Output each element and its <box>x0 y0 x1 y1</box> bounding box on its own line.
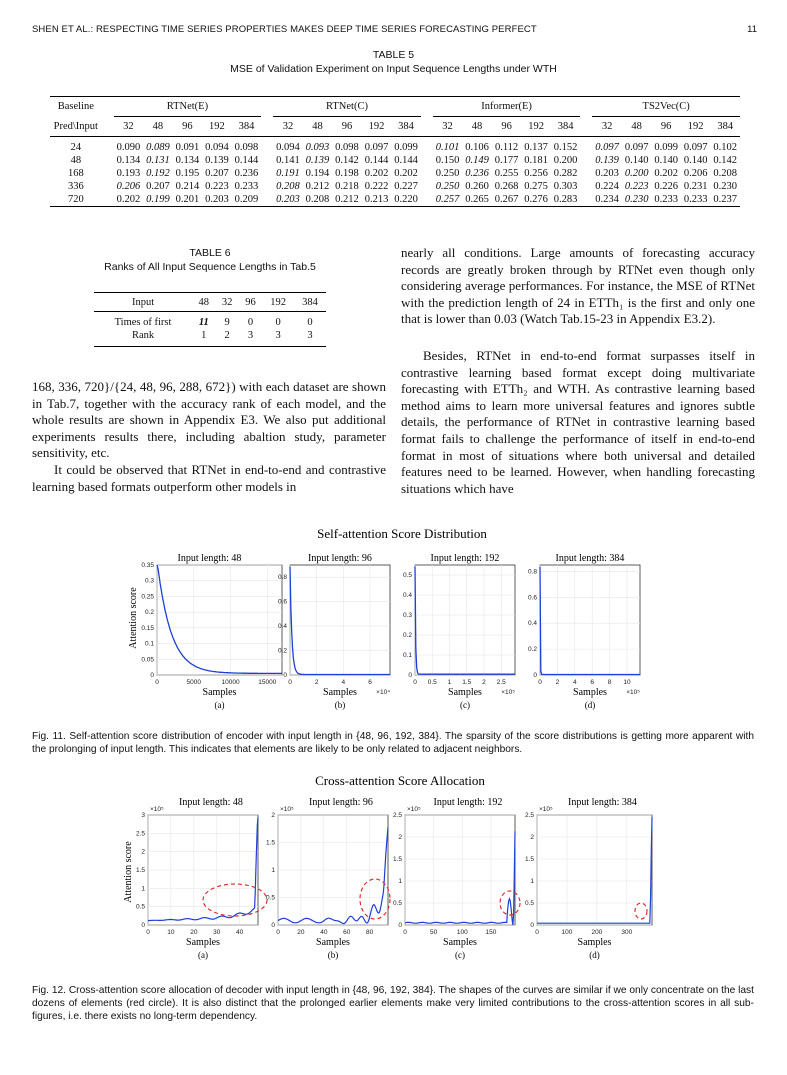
y-tick-label: 2 <box>271 812 275 819</box>
panel-letter: (a) <box>198 950 208 960</box>
table5-label: TABLE 5 <box>372 49 415 61</box>
table5 <box>50 96 740 207</box>
x-tick-label: 0 <box>535 929 539 936</box>
y-tick-label: 2 <box>141 848 145 856</box>
table5-cell: 0.102 <box>713 142 738 153</box>
y-tick-label: 2 <box>530 834 534 841</box>
table5-cell: 0.256 <box>524 168 548 179</box>
panel-letter: (d) <box>589 950 600 960</box>
table5-cell: 0.218 <box>335 181 359 192</box>
table5-cell: 0.140 <box>654 155 678 166</box>
table5-pred: 336 <box>67 181 84 192</box>
table5-cell: 0.255 <box>494 168 519 179</box>
table5-cell: 0.191 <box>276 168 300 179</box>
y-tick-label: 0 <box>150 672 154 679</box>
y-tick-label: 0.4 <box>402 592 412 599</box>
x-tick-label: 2.5 <box>496 679 506 686</box>
table5-cell: 0.250 <box>435 168 460 179</box>
x-tick-label: 10000 <box>221 679 240 686</box>
plot-frame <box>157 565 282 675</box>
x-tick-label: 5000 <box>186 679 201 686</box>
x-axis-label: Samples <box>323 687 357 698</box>
y-tick-label: 1 <box>530 878 534 885</box>
table5-input-header: 384 <box>238 121 255 132</box>
figure-12 <box>0 770 787 970</box>
y-exponent: ×10⁵ <box>407 806 421 813</box>
table5-cell: 0.089 <box>146 142 170 153</box>
y-tick-label: 0.6 <box>527 594 537 602</box>
table5-cell: 0.142 <box>335 155 359 166</box>
y-tick-label: 1.5 <box>265 839 275 847</box>
y-tick-label: 1 <box>398 878 402 885</box>
table5-group: TS2Vec(C) <box>592 97 740 117</box>
table5-cell: 0.237 <box>713 194 738 205</box>
y-tick-label: 0.5 <box>135 903 145 911</box>
y-tick-label: 0 <box>530 922 534 929</box>
fig12-panel <box>136 797 267 960</box>
x-tick-label: 4 <box>572 679 577 686</box>
x-exponent: ×10⁵ <box>626 689 640 696</box>
y-tick-label: 1.5 <box>392 856 402 863</box>
left-paragraph-2: It could be observed that RTNet in end-to-end and contrastive learning based formats outperform other models in <box>32 462 386 494</box>
table5-input-header: 96 <box>182 121 193 132</box>
panel-letter: (b) <box>327 950 339 960</box>
x-axis-label: Samples <box>202 687 237 698</box>
table5-cell: 0.134 <box>175 155 200 166</box>
table5-cell: 0.212 <box>335 194 359 205</box>
table5-cell: 0.195 <box>175 168 200 179</box>
table5-cell: 0.212 <box>305 181 330 192</box>
table5-cell: 0.236 <box>465 168 489 179</box>
x-tick-label: 30 <box>213 929 221 936</box>
table5-input-header: 192 <box>528 121 544 132</box>
table5-cell: 0.112 <box>494 142 519 153</box>
y-tick-label: 0.4 <box>527 620 537 628</box>
table5-cell: 0.199 <box>146 194 170 205</box>
table5-cell: 0.207 <box>205 168 229 179</box>
plot-frame <box>415 565 515 675</box>
fig11-panel <box>278 553 390 710</box>
table5-cell: 0.177 <box>494 155 519 166</box>
table5-input-header: 96 <box>341 121 353 132</box>
table5-cell: 0.144 <box>394 155 418 166</box>
x-tick-label: 150 <box>485 929 497 936</box>
y-tick-label: 2.5 <box>135 830 145 838</box>
x-tick-label: 0 <box>413 679 417 686</box>
table5-input-header: 32 <box>442 121 453 132</box>
y-tick-label: 0.25 <box>141 593 154 601</box>
x-tick-label: 0 <box>288 679 292 686</box>
table5-cell: 0.233 <box>654 194 678 205</box>
x-tick-label: 100 <box>561 929 573 936</box>
table5-cell: 0.142 <box>713 155 738 166</box>
table6-cell: 0 <box>247 317 254 328</box>
table5-cell: 0.093 <box>305 142 330 153</box>
table5-cell: 0.202 <box>654 168 678 179</box>
x-tick-label: 40 <box>236 929 244 936</box>
x-axis-label: Samples <box>316 937 350 948</box>
y-tick-label: 0.5 <box>392 900 402 907</box>
plot-frame <box>290 565 390 675</box>
x-tick-label: 0 <box>276 929 280 936</box>
table6-label: TABLE 6 <box>189 247 231 259</box>
panel-letter: (c) <box>455 950 465 960</box>
y-tick-label: 0 <box>141 922 145 929</box>
table5-input-header: 192 <box>368 121 385 132</box>
y-exponent: ×10⁵ <box>150 806 164 813</box>
fig12-panel <box>525 797 652 960</box>
table5-input-header: 384 <box>398 121 414 132</box>
table5-input-header: 192 <box>687 121 704 132</box>
x-tick-label: 60 <box>343 929 351 936</box>
x-tick-label: 20 <box>190 929 198 936</box>
y-tick-label: 0.15 <box>141 624 154 632</box>
x-tick-label: 0 <box>538 679 542 686</box>
y-tick-label: 0.5 <box>524 900 534 907</box>
fig12-title: Cross-attention Score Allocation <box>315 773 485 788</box>
table5-cell: 0.214 <box>175 181 200 192</box>
table5-cell: 0.193 <box>116 168 141 179</box>
table5-cell: 0.091 <box>175 142 200 153</box>
table5-cell: 0.208 <box>305 194 330 205</box>
table6-row-label: Times of first <box>114 317 172 328</box>
table5-pred: 168 <box>67 168 84 179</box>
table5-cell: 0.141 <box>276 155 300 166</box>
table5-cell: 0.222 <box>364 181 389 192</box>
panel-letter: (a) <box>214 700 225 710</box>
table5-cell: 0.233 <box>234 181 259 192</box>
table6-cell: 1 <box>201 330 207 341</box>
table5-cell: 0.131 <box>146 155 170 166</box>
x-tick-label: 2 <box>555 679 560 686</box>
fig12-panel <box>393 797 520 960</box>
x-tick-label: 6 <box>590 679 594 686</box>
y-tick-label: 0.1 <box>144 640 154 648</box>
table5-cell: 0.194 <box>305 168 330 179</box>
x-tick-label: 20 <box>297 929 305 936</box>
left-paragraph-1: 168, 336, 720}/{24, 48, 96, 288, 672}) with each dataset are shown in Tab.7, together with the accuracy rank of each model, and the whole results are shown in Appendix E3. We also put additional experiments results there, including abaltion study, parameter sensitivity, etc. <box>32 379 386 461</box>
x-tick-label: 6 <box>368 679 372 686</box>
page-number: 11 <box>747 24 757 35</box>
y-tick-label: 2.5 <box>392 812 402 819</box>
table5-cell: 0.268 <box>494 181 519 192</box>
y-tick-label: 0.4 <box>277 623 287 631</box>
table5-pred: 24 <box>70 142 82 153</box>
table5-cell: 0.192 <box>146 168 170 179</box>
panel-title: Input length: 48 <box>179 797 243 808</box>
table5-input-header: 32 <box>282 121 294 132</box>
x-tick-label: 100 <box>456 929 468 936</box>
table5-input-header: 192 <box>209 121 225 132</box>
fig11-panel <box>403 553 515 710</box>
table5-cell: 0.224 <box>595 181 619 192</box>
table5-cell: 0.200 <box>624 168 649 179</box>
table5-input-header: 48 <box>152 121 164 132</box>
x-axis-label: Samples <box>186 937 220 948</box>
x-tick-label: 0 <box>146 929 150 936</box>
x-tick-label: 0 <box>155 679 159 686</box>
table5-cell: 0.275 <box>524 181 548 192</box>
table6-cell: 9 <box>224 317 230 328</box>
table6-row-label: Rank <box>131 330 155 341</box>
y-exponent: ×10⁵ <box>280 806 294 813</box>
table5-input-header: 48 <box>631 121 642 132</box>
x-tick-label: 1 <box>447 679 452 686</box>
table5-input-header: 384 <box>717 121 734 132</box>
fig11-panel <box>141 553 282 710</box>
fig11-panel <box>528 553 640 710</box>
y-tick-label: 1.5 <box>135 867 145 874</box>
y-tick-label: 0 <box>271 922 275 929</box>
table5-cell: 0.276 <box>524 194 548 205</box>
y-tick-label: 3 <box>141 812 145 819</box>
x-tick-label: 1.5 <box>462 679 472 686</box>
x-axis-label: Samples <box>448 687 482 698</box>
table5-cell: 0.098 <box>335 142 359 153</box>
table5-cell: 0.097 <box>595 142 619 153</box>
table5-cell: 0.227 <box>394 181 418 192</box>
y-tick-label: 0.3 <box>144 577 154 585</box>
table5-group: Informer(E) <box>433 97 581 117</box>
table6-cell: 0 <box>275 317 281 328</box>
table5-cell: 0.203 <box>205 194 229 205</box>
x-axis-label: Samples <box>577 937 612 948</box>
table6-header: 48 <box>198 296 210 308</box>
x-tick-label: 300 <box>621 929 633 936</box>
y-tick-label: 0.35 <box>141 562 154 569</box>
fig12-panel <box>266 797 390 960</box>
table5-input-header: 48 <box>312 121 323 132</box>
y-tick-label: 0.2 <box>144 609 154 617</box>
table5-cell: 0.208 <box>713 168 738 179</box>
table5-corner-bottom: Pred\Input <box>53 120 98 132</box>
x-exponent: ×10⁵ <box>501 689 515 696</box>
table5-cell: 0.201 <box>175 194 200 205</box>
table5-cell: 0.198 <box>335 168 359 179</box>
x-tick-label: 10 <box>623 679 631 686</box>
table6-cell: 3 <box>307 330 313 341</box>
table5-cell: 0.265 <box>465 194 489 205</box>
y-tick-label: 2 <box>398 834 402 841</box>
table5-cell: 0.207 <box>146 181 170 192</box>
table5-cell: 0.206 <box>116 181 141 192</box>
y-tick-label: 0 <box>533 672 537 679</box>
table5-cell: 0.209 <box>234 194 259 205</box>
table5-cell: 0.106 <box>465 142 489 153</box>
table5-cell: 0.233 <box>683 194 708 205</box>
plot-frame <box>540 565 640 675</box>
table5-cell: 0.220 <box>394 194 418 205</box>
table6-header: 96 <box>245 296 256 308</box>
table5-cell: 0.139 <box>205 155 229 166</box>
table5-cell: 0.202 <box>394 168 418 179</box>
panel-title: Input length: 192 <box>433 797 503 808</box>
table5-cell: 0.140 <box>683 155 708 166</box>
plot-frame <box>405 815 515 925</box>
x-tick-label: 10 <box>167 929 175 936</box>
table5-cell: 0.231 <box>683 181 708 192</box>
x-tick-label: 50 <box>430 929 438 936</box>
table5-cell: 0.213 <box>364 194 389 205</box>
right-paragraph-2: Besides, RTNet in end-to-end format surpasses itself in contrastive learning based format except doing multivariate forecasting with ETTh₂ and WTH. As contrastive learning based method aims to learn more universal features and ignores subtle details, the performance of RTNet in contrastive learning based format fails to challenge the performance of itself in end-to-end format in most of situations where both universal and detailed features need to be learned. However, when handling forecasting situations which have <box>401 348 755 496</box>
x-axis-label: Samples <box>443 937 477 948</box>
panel-letter: (d) <box>584 700 596 710</box>
x-tick-label: 0 <box>403 929 407 936</box>
x-tick-label: 8 <box>607 679 612 686</box>
table6-caption: Ranks of All Input Sequence Lengths in Tab.5 <box>104 261 316 273</box>
table5-cell: 0.149 <box>465 155 489 166</box>
x-tick-label: 80 <box>366 929 374 936</box>
y-tick-label: 0.8 <box>277 574 287 582</box>
table5-cell: 0.236 <box>234 168 259 179</box>
table6-header: 384 <box>302 296 318 308</box>
x-tick-label: 40 <box>320 929 328 936</box>
y-tick-label: 0.1 <box>402 652 412 659</box>
table5-cell: 0.282 <box>553 168 578 179</box>
y-tick-label: 0.2 <box>277 647 287 655</box>
table5-input-header: 32 <box>123 121 134 132</box>
table6-cell: 11 <box>198 317 209 328</box>
table5-cell: 0.150 <box>435 155 460 166</box>
table5-cell: 0.098 <box>234 142 259 153</box>
fig11-title: Self-attention Score Distribution <box>317 526 487 541</box>
table5-cell: 0.230 <box>624 194 649 205</box>
table5-cell: 0.137 <box>524 142 548 153</box>
table5-cell: 0.134 <box>116 155 141 166</box>
y-exponent: ×10⁵ <box>539 806 553 813</box>
table6-header: 192 <box>270 296 287 308</box>
y-tick-label: 0 <box>398 922 402 929</box>
table5-cell: 0.203 <box>276 194 300 205</box>
table6-header: 32 <box>221 296 233 308</box>
table5-cell: 0.234 <box>595 194 619 205</box>
y-tick-label: 0.3 <box>402 612 412 619</box>
x-tick-label: 15000 <box>258 679 277 686</box>
table5-pred: 48 <box>70 155 82 166</box>
x-tick-label: 2 <box>314 679 319 686</box>
table5-input-header: 48 <box>471 121 483 132</box>
table5-pred: 720 <box>67 194 84 205</box>
table5-cell: 0.230 <box>713 181 738 192</box>
y-tick-label: 1 <box>271 867 275 874</box>
table5-cell: 0.202 <box>364 168 389 179</box>
panel-title: Input length: 384 <box>555 553 625 564</box>
table5-cell: 0.208 <box>276 181 300 192</box>
table5-input-header: 32 <box>601 121 613 132</box>
table5-cell: 0.223 <box>624 181 649 192</box>
table5-cell: 0.152 <box>553 142 578 153</box>
table6 <box>94 292 326 347</box>
table5-cell: 0.257 <box>435 194 460 205</box>
panel-title: Input length: 192 <box>430 553 500 564</box>
x-axis-label: Samples <box>573 687 607 698</box>
table5-cell: 0.144 <box>234 155 259 166</box>
figure-11 <box>0 520 787 720</box>
panel-letter: (b) <box>334 700 346 710</box>
x-tick-label: 0.5 <box>427 679 437 686</box>
y-tick-label: 0.2 <box>527 646 537 654</box>
right-paragraph-1: nearly all conditions. Large amounts of forecasting accuracy records are greatly broken through by RTNet even though only considering average performances. For instance, the MSE of RTNet with the prediction length of 24 in ETTh₁ is the first and only one that is lower than 0.03 (Watch Tab.15-23 in Appendix E3.2). <box>401 245 755 327</box>
table5-caption: MSE of Validation Experiment on Input Sequence Lengths under WTH <box>230 63 557 75</box>
table5-group: RTNet(E) <box>114 97 262 117</box>
table5-cell: 0.203 <box>595 168 619 179</box>
x-tick-label: 200 <box>591 929 603 936</box>
fig12-ylabel: Attention score <box>123 841 134 903</box>
y-tick-label: 0 <box>283 672 287 679</box>
table5-cell: 0.303 <box>553 181 578 192</box>
table5-cell: 0.094 <box>276 142 300 153</box>
panel-title: Input length: 96 <box>308 553 372 564</box>
table5-input-header: 384 <box>557 121 574 132</box>
table6-cell: 2 <box>224 330 230 341</box>
fig11-caption: Fig. 11. Self-attention score distribution of encoder with input length in {48, 96, 192, 384}. The sparsity of the score distributions is getting more apparent with the prolonging of input length. This indicates that elements are likely to be only related to adjacent neighbors. <box>32 731 754 755</box>
panel-title: Input length: 48 <box>177 553 242 564</box>
fig11-ylabel: Attention score <box>128 587 139 649</box>
y-tick-label: 0.2 <box>402 632 412 639</box>
y-tick-label: 0.6 <box>277 598 287 606</box>
table5-input-header: 96 <box>660 121 672 132</box>
table5-cell: 0.139 <box>305 155 330 166</box>
table5-cell: 0.094 <box>205 142 229 153</box>
table5-cell: 0.283 <box>553 194 578 205</box>
y-tick-label: 1 <box>141 885 145 893</box>
table5-cell: 0.140 <box>624 155 649 166</box>
table5-cell: 0.223 <box>205 181 229 192</box>
table5-cell: 0.206 <box>683 168 708 179</box>
table5-cell: 0.200 <box>553 155 578 166</box>
table5-cell: 0.202 <box>116 194 141 205</box>
table5-cell: 0.181 <box>524 155 548 166</box>
table5-cell: 0.097 <box>683 142 708 153</box>
y-tick-label: 0 <box>408 672 412 679</box>
panel-title: Input length: 384 <box>568 797 637 808</box>
y-tick-label: 0.8 <box>527 568 537 576</box>
x-exponent: ×10⁴ <box>376 689 390 696</box>
y-tick-label: 1.5 <box>524 856 534 863</box>
y-tick-label: 0.5 <box>402 572 412 579</box>
fig12-caption: Fig. 12. Cross-attention score allocation of decoder with input length in {48, 96, 192, 384}. The shapes of the curves are similar if we only concentrate on the last dozens of elements (red circle). It is also distinct that the prolonged earlier elements make very limited contributions to the cross-attention scores in all sub-figures, i.e. there exists no long-term dependency. <box>32 985 754 1022</box>
table5-cell: 0.101 <box>435 142 460 153</box>
x-tick-label: 2 <box>482 679 486 686</box>
table6-cell: 3 <box>247 330 254 341</box>
table5-cell: 0.090 <box>116 142 141 153</box>
table5-cell: 0.250 <box>435 181 460 192</box>
table5-cell: 0.260 <box>465 181 489 192</box>
table5-cell: 0.097 <box>364 142 389 153</box>
table5-cell: 0.144 <box>364 155 389 166</box>
panel-letter: (c) <box>460 700 470 710</box>
y-tick-label: 2.5 <box>524 812 534 819</box>
table5-cell: 0.099 <box>654 142 678 153</box>
table6-header: Input <box>131 296 155 308</box>
table5-cell: 0.139 <box>595 155 619 166</box>
y-tick-label: 0.5 <box>265 894 275 902</box>
table6-cell: 0 <box>307 317 313 328</box>
table5-cell: 0.097 <box>624 142 649 153</box>
running-head: SHEN ET AL.: RESPECTING TIME SERIES PROPERTIES MAKES DEEP TIME SERIES FORECASTING PERFECT <box>32 24 537 35</box>
y-tick-label: 0.05 <box>141 656 154 664</box>
table5-cell: 0.226 <box>654 181 678 192</box>
table5-input-header: 96 <box>501 121 512 132</box>
table5-corner-top: Baseline <box>57 101 94 113</box>
table5-group: RTNet(C) <box>273 97 421 117</box>
x-tick-label: 4 <box>341 679 346 686</box>
table5-cell: 0.267 <box>494 194 519 205</box>
table5-cell: 0.099 <box>394 142 418 153</box>
table6-cell: 3 <box>275 330 281 341</box>
panel-title: Input length: 96 <box>309 797 373 808</box>
